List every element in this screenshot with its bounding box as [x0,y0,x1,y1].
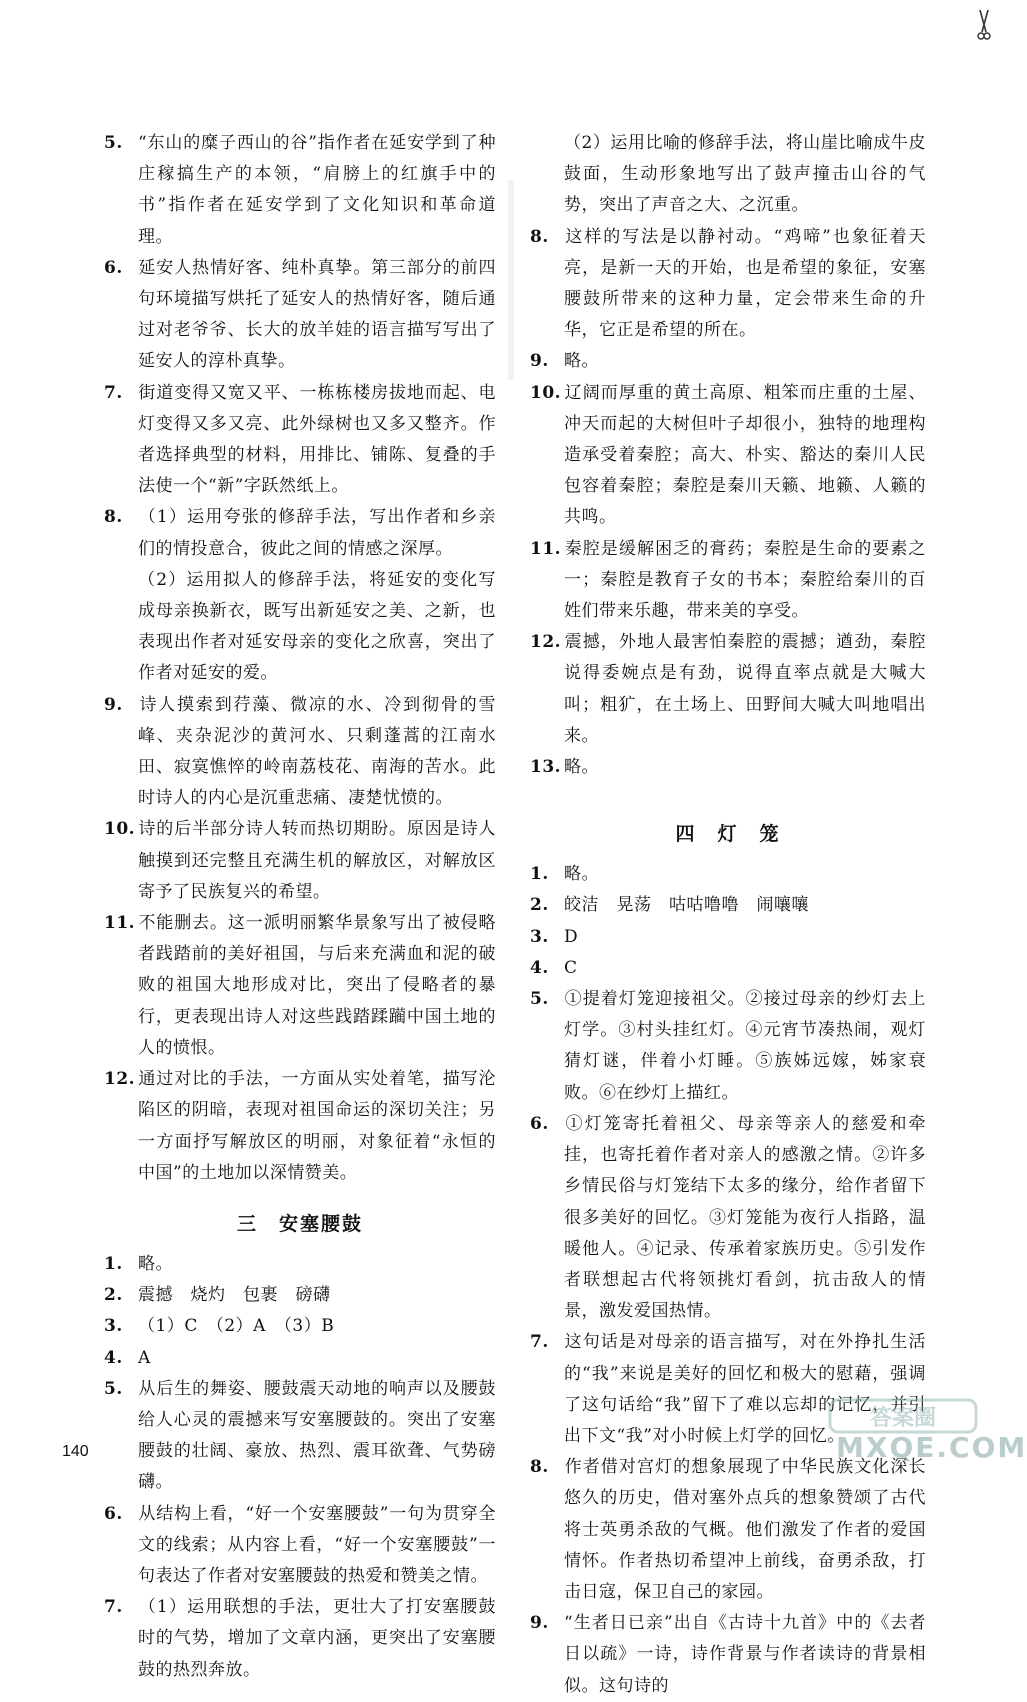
answer-item [104,908,496,1064]
page-number: 140 [62,1443,89,1460]
answer-text: 辽阔而厚重的黄土高原、粗笨而庄重的土屋、冲天而起的大树但叶子却很小，独特的地理构造承受着秦腔；高大、朴实、豁达的秦川人民包容着秦腔；秦腔是秦川天籁、地籁、人籁的共鸣。 [564,382,926,528]
answer-number: 9. [530,1613,549,1634]
answer-number: 4. [530,957,549,978]
answer-number: 7. [530,1332,549,1353]
answer-number: 10. [530,382,562,403]
answer-number: 1. [530,864,549,885]
watermark-logo-text: 答案圈 [869,1406,937,1431]
answer-number: 6. [104,1503,123,1524]
answer-number: 12. [530,632,562,653]
answer-number: 12. [104,1069,136,1090]
answer-item [104,1592,496,1686]
answer-text: C [564,957,578,978]
answer-item [530,859,926,890]
answer-number: 6. [530,1113,549,1134]
answer-item [104,502,496,564]
answer-text: 通过对比的手法，一方面从实处着笔，描写沦陷区的阴暗，表现对祖国命运的深切关注；另一方面抒写解放区的明丽，对象征着“永恒的中国”的土地加以深情赞美。 [138,1069,496,1183]
answer-text: 诗人摸索到荇藻、微凉的水、冷到彻骨的雪峰、夹杂泥沙的黄河水、只剩蓬蒿的江南水田、寂寞憔悴的岭南荔枝花、南海的苦水。此时诗人的内心是沉重悲痛、凄楚忧愤的。 [138,694,496,809]
answer-item [104,1374,496,1499]
answer-number: 5. [530,989,549,1010]
answer-item [530,1109,926,1327]
watermark [828,1396,1027,1464]
answer-number: 1. [104,1253,123,1274]
answer-item [530,922,926,953]
binding-fold-shadow [500,180,524,380]
answer-number: 5. [104,133,123,153]
answer-item [530,890,926,921]
answer-text: ①提着灯笼迎接祖父。②接过母亲的纱灯去上灯学。③村头挂红灯。④元宵节凑热闹，观灯猜灯谜，伴着小灯睡。⑤族姊远嫁，姊家衰败。⑥在纱灯上描红。 [564,989,926,1103]
section-title-ansai-drum: 三 安塞腰鼓 [236,1212,363,1235]
answer-item [530,378,926,534]
answer-item [104,1280,496,1311]
answer-text: A [138,1347,151,1368]
answer-text: ①灯笼寄托着祖父、母亲等亲人的慈爱和牵挂，也寄托着作者对亲人的感激之情。②许多乡情民俗与灯笼结下太多的缘分，给作者留下很多美好的回忆。③灯笼能为夜行人指路，温暖他人。④记录、传承着家族历史。⑤引发作者联想起古代将领挑灯看剑，抗击敌人的情景，激发爱国热情。 [564,1113,926,1322]
answer-number: 11. [104,913,136,934]
answer-item [104,565,496,690]
answer-item [104,1064,496,1189]
answer-item [104,378,496,503]
answer-number: 2. [104,1285,123,1306]
watermark-text: MXQE.COM [836,1431,1027,1464]
answer-item [530,222,926,347]
answer-item [530,953,926,984]
answer-text: （2）运用比喻的修辞手法，将山崖比喻成牛皮鼓面，生动形象地写出了鼓声撞击山谷的气势，突出了声音之大、之沉重。 [564,133,926,216]
answer-item [104,1249,496,1280]
answer-text: “生者日已亲”出自《古诗十九首》中的《去者日以疏》一诗，诗作背景与作者读诗的背景相似。这句诗的 [564,1613,926,1696]
answer-item [530,128,926,222]
answer-number: 9. [104,694,123,715]
answer-item [530,627,926,752]
answer-text: 略。 [564,757,599,778]
answer-text: 不能删去。这一派明丽繁华景象写出了被侵略者践踏前的美好祖国，与后来充满血和泥的破败的祖国大地形成对比，突出了侵略者的暴行，更表现出诗人对这些践踏蹂躏中国土地的人的愤恨。 [138,913,496,1058]
section-title-lantern: 四 灯 笼 [675,823,781,846]
answer-text: （2）运用拟人的修辞手法，将延安的变化写成母亲换新衣，既写出新延安之美、之新，也表现出作者对延安母亲的变化之欣喜，突出了作者对延安的爱。 [138,569,496,684]
answer-text: （1）运用联想的手法，更壮大了打安塞腰鼓时的气势，增加了文章内涵，更突出了安塞腰鼓的热烈奔放。 [138,1597,496,1680]
answer-item [104,690,496,815]
right-answers-lantern [530,859,926,1701]
right-answers-continued [530,128,926,783]
answer-text: 从后生的舞姿、腰鼓震天动地的响声以及腰鼓给人心灵的震撼来写安塞腰鼓的。突出了安塞腰鼓的壮阔、豪放、热烈、震耳欲聋、气势磅礴。 [138,1378,496,1493]
left-answers-continued [104,128,496,1189]
answer-number: 3. [104,1316,123,1337]
answer-number: 7. [104,1597,123,1618]
answer-text: 秦腔是缓解困乏的膏药；秦腔是生命的要素之一；秦腔是教育子女的书本；秦腔给秦川的百姓们带来乐趣，带来美的享受。 [564,538,926,622]
answer-text: （1）运用夸张的修辞手法，写出作者和乡亲们的情投意合，彼此之间的情感之深厚。 [138,507,496,559]
answer-number: 6. [104,257,123,278]
answer-text: 震撼 烧灼 包裹 磅礴 [138,1285,331,1306]
answer-item [530,534,926,628]
answer-item [530,1452,926,1608]
answer-item [104,128,496,253]
watermark-logo-icon [828,1396,978,1436]
answer-item [104,253,496,378]
answer-item [104,814,496,908]
left-column [104,128,496,1686]
answer-number: 2. [530,895,549,916]
answer-text: 皎洁 晃荡 咕咕噜噜 闹嚷嚷 [564,895,809,916]
answer-text: 略。 [564,351,599,372]
answer-text: 街道变得又宽又平、一栋栋楼房拔地而起、电灯变得又多又亮、此外绿树也又多又整齐。作者选择典型的材料，用排比、铺陈、复叠的手法使一个“新”字跃然纸上。 [138,382,496,497]
answer-number: 8. [530,1457,549,1478]
answer-item [530,984,926,1109]
answer-number: 8. [104,507,123,528]
left-answers-ansai-drum [104,1249,496,1686]
answer-text: 略。 [564,864,599,885]
answer-number: 4. [104,1347,123,1368]
answer-number: 5. [104,1378,123,1399]
answer-number: 13. [530,757,562,778]
answer-number: 9. [530,351,549,372]
answer-number: 3. [530,926,549,947]
answer-text: 作者借对宫灯的想象展现了中华民族文化深长悠久的历史，借对塞外点兵的想象赞颂了古代将士英勇杀敌的气概。他们激发了作者的爱国情怀。作者热切希望冲上前线，奋勇杀敌，打击日寇，保卫自己的家园。 [564,1457,926,1602]
answer-item [104,1499,496,1593]
answer-item [104,1343,496,1374]
answer-text: 从结构上看，“好一个安塞腰鼓”一句为贯穿全文的线索；从内容上看，“好一个安塞腰鼓”一句表达了作者对安塞腰鼓的热爱和赞美之情。 [138,1503,496,1586]
answer-number: 8. [530,226,549,247]
answer-item [104,1311,496,1342]
answer-item [530,346,926,377]
answer-number: 11. [530,538,562,559]
answer-text: D [564,926,579,947]
answer-item [530,752,926,783]
answer-item [530,1608,926,1702]
answer-number: 7. [104,382,123,403]
answer-text: 这样的写法是以静衬动。“鸡啼”也象征着天亮，是新一天的开始，也是希望的象征，安塞腰鼓所带来的这种力量，定会带来生命的升华，它正是希望的所在。 [564,226,926,341]
corner-scissor-icon [974,6,994,46]
answer-text: 延安人热情好客、纯朴真挚。第三部分的前四句环境描写烘托了延安人的热情好客，随后通过对老爷爷、长大的放羊娃的语言描写写出了延安人的淳朴真挚。 [138,257,496,372]
answer-text: 略。 [138,1253,173,1274]
answer-text: “东山的糜子西山的谷”指作者在延安学到了种庄稼搞生产的本领，“肩膀上的红旗手中的书”指作者在延安学到了文化知识和革命道理。 [138,133,496,247]
answer-text: 诗的后半部分诗人转而热切期盼。原因是诗人触摸到还完整且充满生机的解放区，对解放区寄予了民族复兴的希望。 [138,819,496,902]
answer-text: 震撼，外地人最害怕秦腔的震撼；遒劲，秦腔说得委婉点是有劲，说得直率点就是大喊大叫；粗犷，在土场上、田野间大喊大叫地唱出来。 [564,632,926,746]
right-column [530,128,926,1702]
answer-text: 这句话是对母亲的语言描写，对在外挣扎生活的“我”来说是美好的回忆和极大的慰藉，强调了这句话给“我”留下了难以忘却的记忆，并引出下文“我”对小时候上灯学的回忆。 [564,1332,926,1446]
answer-text: （1）C （2）A （3）B [138,1316,335,1337]
answer-number: 10. [104,819,136,840]
